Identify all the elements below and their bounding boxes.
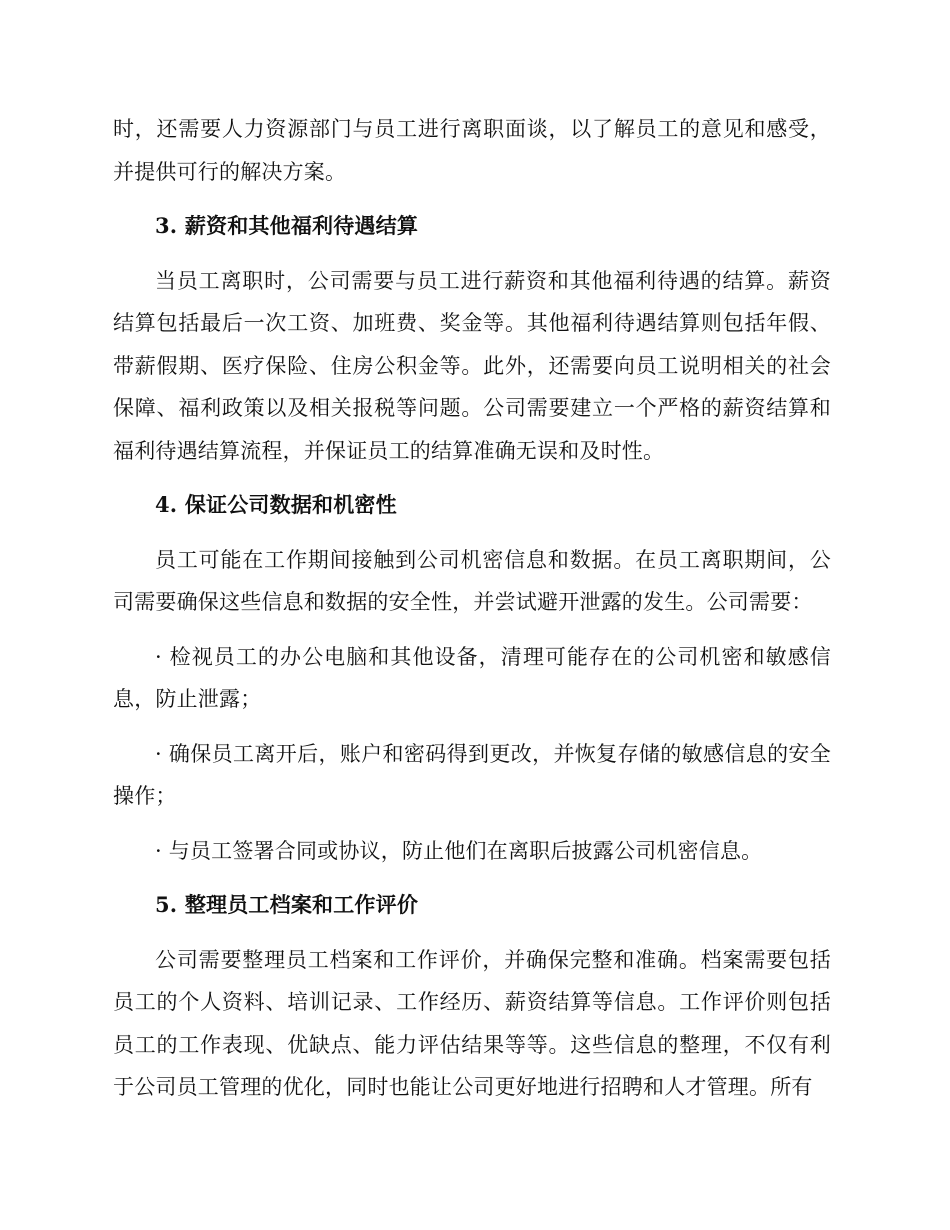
bullet-item-change-passwords: · 确保员工离开后，账户和密码得到更改，并恢复存储的敏感信息的安全操作； [113,741,831,808]
paragraph-data-confidentiality: 员工可能在工作期间接触到公司机密信息和数据。在员工离职期间，公司需要确保这些信息和数据的安全性，并尝试避开泄露的发生。公司需要： [113,547,831,614]
section-heading-4: 4. 保证公司数据和机密性 [155,492,397,517]
paragraph-salary-settlement: 当员工离职时，公司需要与员工进行薪资和其他福利待遇的结算。薪资结算包括最后一次工资、加班费、奖金等。其他福利待遇结算则包括年假、带薪假期、医疗保险、住房公积金等。此外，还需要向员工说明相关的社会保障、福利政策以及相关报税等问题。公司需要建立一个严格的薪资结算和福利待遇结算流程，并保证员工的结算准确无误和及时性。 [113,268,831,463]
section-heading-3: 3. 薪资和其他福利待遇结算 [155,213,419,238]
section-heading-5: 5. 整理员工档案和工作评价 [155,892,419,917]
paragraph-intro-continued: 时，还需要人力资源部门与员工进行离职面谈，以了解员工的意见和感受，并提供可行的解决方案。 [113,117,831,184]
paragraph-employee-records: 公司需要整理员工档案和工作评价，并确保完整和准确。档案需要包括员工的个人资料、培训记录、工作经历、薪资结算等信息。工作评价则包括员工的工作表现、优缺点、能力评估结果等等。这些信息的整理，不仅有利于公司员工管理的优化，同时也能让公司更好地进行招聘和人才管理。所有 [113,947,831,1099]
bullet-item-inspect-devices: · 检视员工的办公电脑和其他设备，清理可能存在的公司机密和敏感信息，防止泄露； [113,644,831,711]
document-body [113,108,831,1109]
bullet-item-sign-agreement: · 与员工签署合同或协议，防止他们在离职后披露公司机密信息。 [155,838,763,863]
